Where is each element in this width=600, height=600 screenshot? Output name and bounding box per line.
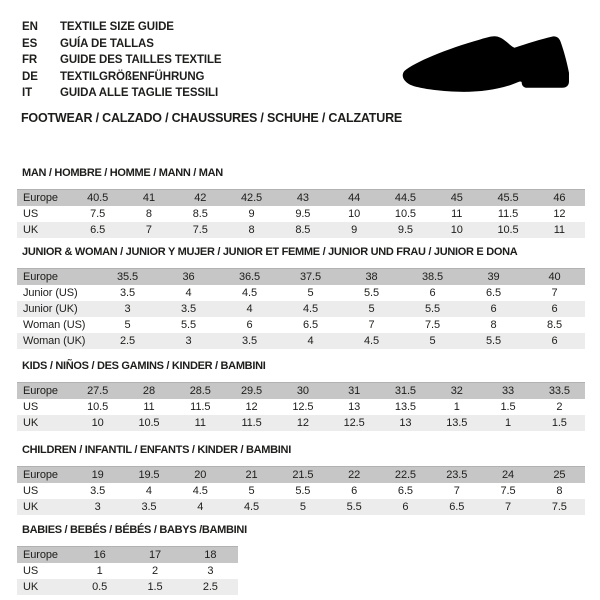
row-label-cell: UK bbox=[23, 417, 39, 429]
size-cell: 20 bbox=[194, 469, 207, 481]
size-cell: 5.5 bbox=[486, 335, 501, 347]
size-cell: 11 bbox=[553, 224, 565, 236]
table-row bbox=[17, 206, 585, 222]
size-cell: 12.5 bbox=[292, 401, 314, 413]
size-cell: 1.5 bbox=[500, 401, 516, 413]
size-cell: 4.5 bbox=[364, 335, 379, 347]
size-cell: 22 bbox=[348, 469, 361, 481]
size-cell: 7 bbox=[453, 485, 460, 497]
language-label: TEXTILGRÖßENFÜHRUNG bbox=[60, 70, 205, 83]
size-cell: 6 bbox=[551, 335, 558, 347]
row-label-cell: Junior (US) bbox=[23, 287, 78, 299]
size-section-children bbox=[0, 444, 600, 515]
size-cell: 10.5 bbox=[394, 208, 416, 220]
row-label-cell: Woman (UK) bbox=[23, 335, 86, 347]
section-title: JUNIOR & WOMAN / JUNIOR Y MUJER / JUNIOR ET FEMME / JUNIOR UND FRAU / JUNIOR E DONA bbox=[22, 246, 518, 258]
language-label: TEXTILE SIZE GUIDE bbox=[60, 21, 174, 33]
size-cell: 36 bbox=[182, 271, 195, 283]
size-cell: 27.5 bbox=[87, 385, 109, 397]
row-label-cell: UK bbox=[23, 501, 39, 513]
size-cell: 5.5 bbox=[295, 485, 311, 497]
size-cell: 11 bbox=[143, 401, 155, 413]
table-row bbox=[17, 301, 585, 317]
size-cell: 31 bbox=[348, 385, 361, 397]
row-label-cell: Europe bbox=[23, 469, 58, 481]
size-table-babies bbox=[17, 546, 238, 595]
size-cell: 9 bbox=[351, 224, 358, 236]
size-cell: 1 bbox=[96, 565, 103, 577]
size-cell: 41 bbox=[142, 192, 155, 204]
size-cell: 11.5 bbox=[241, 417, 262, 429]
category-line: FOOTWEAR / CALZADO / CHAUSSURES / SCHUHE / CALZATURE bbox=[21, 111, 403, 125]
size-cell: 2.5 bbox=[120, 335, 135, 347]
size-cell: 9 bbox=[248, 208, 255, 220]
shoe-icon bbox=[396, 14, 577, 96]
language-code: IT bbox=[22, 87, 33, 100]
size-cell: 8 bbox=[556, 485, 563, 497]
size-cell: 4 bbox=[307, 335, 314, 347]
language-code: DE bbox=[22, 70, 38, 83]
size-cell: 22.5 bbox=[394, 469, 416, 481]
row-label-cell: UK bbox=[23, 581, 39, 593]
size-cell: 17 bbox=[148, 549, 162, 561]
size-cell: 43 bbox=[296, 192, 309, 204]
size-table-man bbox=[17, 189, 585, 238]
language-label: GUÍA DE TALLAS bbox=[60, 37, 154, 50]
size-cell: 6 bbox=[490, 303, 497, 315]
size-cell: 11.5 bbox=[497, 208, 519, 220]
size-cell: 8 bbox=[145, 208, 152, 220]
language-row-de bbox=[22, 69, 222, 86]
size-cell: 5 bbox=[299, 501, 306, 513]
size-cell: 40 bbox=[548, 271, 561, 283]
size-cell: 45 bbox=[450, 192, 463, 204]
size-section-junior-woman bbox=[0, 246, 600, 349]
size-section-babies bbox=[0, 524, 600, 595]
row-label-cell: US bbox=[23, 401, 39, 413]
size-cell: 11 bbox=[194, 417, 206, 429]
table-row bbox=[17, 547, 238, 564]
size-cell: 32 bbox=[450, 385, 463, 397]
size-cell: 6.5 bbox=[90, 224, 106, 236]
size-cell: 3.5 bbox=[90, 485, 106, 497]
language-row-en bbox=[22, 19, 222, 36]
section-title: KIDS / NIÑOS / DES GAMINS / KINDER / BAMBINI bbox=[22, 360, 266, 372]
size-cell: 42 bbox=[194, 192, 207, 204]
language-label: GUIDA ALLE TAGLIE TESSILI bbox=[60, 87, 219, 100]
size-cell: 21.5 bbox=[292, 469, 314, 481]
size-cell: 38 bbox=[365, 271, 378, 283]
size-cell: 5.5 bbox=[346, 501, 362, 513]
size-cell: 4 bbox=[185, 287, 192, 299]
size-cell: 7 bbox=[505, 501, 512, 513]
size-cell: 10 bbox=[450, 224, 463, 236]
size-cell: 10 bbox=[91, 417, 104, 429]
size-cell: 16 bbox=[93, 549, 106, 561]
size-cell: 44 bbox=[348, 192, 361, 204]
size-cell: 11.5 bbox=[190, 401, 211, 413]
size-cell: 3.5 bbox=[141, 501, 157, 513]
size-cell: 4.5 bbox=[192, 485, 208, 497]
row-label-cell: Junior (UK) bbox=[23, 303, 78, 315]
size-cell: 7 bbox=[145, 224, 152, 236]
size-cell: 5 bbox=[248, 485, 255, 497]
section-title: MAN / HOMBRE / HOMME / MANN / MAN bbox=[22, 167, 223, 179]
size-cell: 8.5 bbox=[192, 208, 208, 220]
size-cell: 11 bbox=[451, 208, 463, 220]
size-table-children bbox=[17, 466, 585, 515]
size-cell: 31.5 bbox=[394, 385, 416, 397]
size-cell: 3 bbox=[94, 501, 101, 513]
size-cell: 1.5 bbox=[551, 417, 567, 429]
size-cell: 10.5 bbox=[87, 401, 109, 413]
table-row bbox=[17, 415, 585, 431]
row-label-cell: Europe bbox=[23, 549, 58, 561]
language-code: FR bbox=[22, 54, 38, 67]
size-cell: 21 bbox=[245, 469, 258, 481]
table-row bbox=[17, 285, 585, 301]
table-row bbox=[17, 333, 585, 349]
size-cell: 7 bbox=[368, 319, 375, 331]
row-label-cell: Europe bbox=[23, 192, 58, 204]
size-cell: 2 bbox=[151, 565, 158, 577]
size-cell: 5 bbox=[368, 303, 375, 315]
size-cell: 5.5 bbox=[181, 319, 196, 331]
size-table-junior-woman bbox=[17, 268, 585, 349]
size-cell: 3 bbox=[207, 565, 214, 577]
size-cell: 25 bbox=[553, 469, 566, 481]
size-cell: 6 bbox=[402, 501, 409, 513]
size-cell: 28.5 bbox=[189, 385, 211, 397]
size-cell: 10.5 bbox=[138, 417, 160, 429]
size-cell: 5.5 bbox=[425, 303, 440, 315]
section-title: CHILDREN / INFANTIL / ENFANTS / KINDER / BAMBINI bbox=[22, 444, 291, 456]
table-row bbox=[17, 222, 585, 238]
size-cell: 7.5 bbox=[500, 485, 516, 497]
size-cell: 23.5 bbox=[446, 469, 468, 481]
size-cell: 33 bbox=[502, 385, 515, 397]
size-cell: 36.5 bbox=[238, 271, 260, 283]
row-label-cell: Woman (US) bbox=[23, 319, 86, 331]
size-cell: 4.5 bbox=[303, 303, 318, 315]
size-cell: 6.5 bbox=[449, 501, 465, 513]
size-cell: 13.5 bbox=[394, 401, 416, 413]
size-cell: 6.5 bbox=[397, 485, 413, 497]
language-label: GUIDE DES TAILLES TEXTILE bbox=[60, 54, 222, 67]
size-cell: 8.5 bbox=[547, 319, 562, 331]
size-cell: 19.5 bbox=[138, 469, 160, 481]
size-cell: 1 bbox=[505, 417, 512, 429]
size-cell: 4 bbox=[246, 303, 253, 315]
size-cell: 10.5 bbox=[497, 224, 519, 236]
row-label-cell: US bbox=[23, 565, 39, 577]
size-cell: 5 bbox=[307, 287, 314, 299]
size-cell: 13 bbox=[348, 401, 361, 413]
size-cell: 2.5 bbox=[202, 581, 218, 593]
size-table-kids bbox=[17, 382, 585, 431]
size-cell: 6 bbox=[351, 485, 358, 497]
size-cell: 8.5 bbox=[295, 224, 311, 236]
size-cell: 13 bbox=[399, 417, 412, 429]
size-cell: 6 bbox=[246, 319, 253, 331]
size-cell: 3.5 bbox=[181, 303, 196, 315]
row-label-cell: UK bbox=[23, 224, 39, 236]
size-cell: 45.5 bbox=[497, 192, 519, 204]
row-label-cell: Europe bbox=[23, 271, 58, 283]
size-cell: 19 bbox=[91, 469, 104, 481]
table-row bbox=[17, 190, 585, 207]
size-cell: 0.5 bbox=[92, 581, 108, 593]
size-cell: 35.5 bbox=[116, 271, 138, 283]
language-code: EN bbox=[22, 21, 38, 33]
size-cell: 3 bbox=[185, 335, 192, 347]
size-cell: 4.5 bbox=[242, 287, 257, 299]
size-cell: 7.5 bbox=[90, 208, 106, 220]
size-cell: 3.5 bbox=[242, 335, 257, 347]
size-cell: 4.5 bbox=[244, 501, 260, 513]
row-label-cell: US bbox=[23, 208, 39, 220]
size-cell: 5 bbox=[429, 335, 436, 347]
size-cell: 5 bbox=[124, 319, 131, 331]
size-cell: 8 bbox=[248, 224, 255, 236]
size-cell: 12 bbox=[296, 417, 309, 429]
size-cell: 40.5 bbox=[87, 192, 109, 204]
language-list bbox=[22, 19, 222, 102]
size-cell: 46 bbox=[553, 192, 566, 204]
table-row bbox=[17, 269, 585, 286]
table-row bbox=[17, 383, 585, 400]
size-cell: 12.5 bbox=[343, 417, 365, 429]
size-cell: 6 bbox=[551, 303, 558, 315]
size-cell: 39 bbox=[487, 271, 500, 283]
size-cell: 44.5 bbox=[394, 192, 416, 204]
size-cell: 6.5 bbox=[486, 287, 501, 299]
size-cell: 18 bbox=[204, 549, 217, 561]
size-cell: 2 bbox=[556, 401, 563, 413]
size-cell: 7.5 bbox=[425, 319, 440, 331]
table-row bbox=[17, 467, 585, 484]
size-section-kids bbox=[0, 360, 600, 431]
size-cell: 3 bbox=[124, 303, 131, 315]
section-title: BABIES / BEBÉS / BÉBÉS / BABYS /BAMBINI bbox=[22, 524, 247, 536]
size-cell: 12 bbox=[553, 208, 566, 220]
size-cell: 12 bbox=[245, 401, 258, 413]
size-cell: 7.5 bbox=[551, 501, 567, 513]
size-cell: 4 bbox=[145, 485, 152, 497]
size-cell: 8 bbox=[490, 319, 497, 331]
language-code: ES bbox=[22, 37, 38, 50]
size-section-man bbox=[0, 167, 600, 238]
language-row-it bbox=[22, 85, 222, 102]
table-row bbox=[17, 563, 238, 579]
size-cell: 4 bbox=[197, 501, 204, 513]
table-row bbox=[17, 483, 585, 499]
size-cell: 29.5 bbox=[241, 385, 263, 397]
size-cell: 7.5 bbox=[192, 224, 208, 236]
size-cell: 13.5 bbox=[446, 417, 468, 429]
table-row bbox=[17, 317, 585, 333]
row-label-cell: Europe bbox=[23, 385, 58, 397]
size-cell: 28 bbox=[142, 385, 155, 397]
table-row bbox=[17, 499, 585, 515]
size-cell: 1.5 bbox=[147, 581, 163, 593]
row-label-cell: US bbox=[23, 485, 39, 497]
language-row-es bbox=[22, 36, 222, 53]
size-cell: 30 bbox=[296, 385, 309, 397]
size-cell: 10 bbox=[348, 208, 361, 220]
size-cell: 6 bbox=[429, 287, 436, 299]
size-cell: 37.5 bbox=[299, 271, 321, 283]
size-cell: 24 bbox=[502, 469, 515, 481]
table-row bbox=[17, 399, 585, 415]
language-row-fr bbox=[22, 52, 222, 69]
size-cell: 5.5 bbox=[364, 287, 379, 299]
size-cell: 9.5 bbox=[295, 208, 311, 220]
size-cell: 3.5 bbox=[120, 287, 135, 299]
size-cell: 7 bbox=[551, 287, 558, 299]
size-cell: 1 bbox=[453, 401, 460, 413]
size-cell: 33.5 bbox=[548, 385, 570, 397]
size-cell: 38.5 bbox=[421, 271, 443, 283]
size-cell: 42.5 bbox=[241, 192, 263, 204]
size-cell: 9.5 bbox=[397, 224, 413, 236]
table-row bbox=[17, 579, 238, 595]
size-cell: 6.5 bbox=[303, 319, 318, 331]
